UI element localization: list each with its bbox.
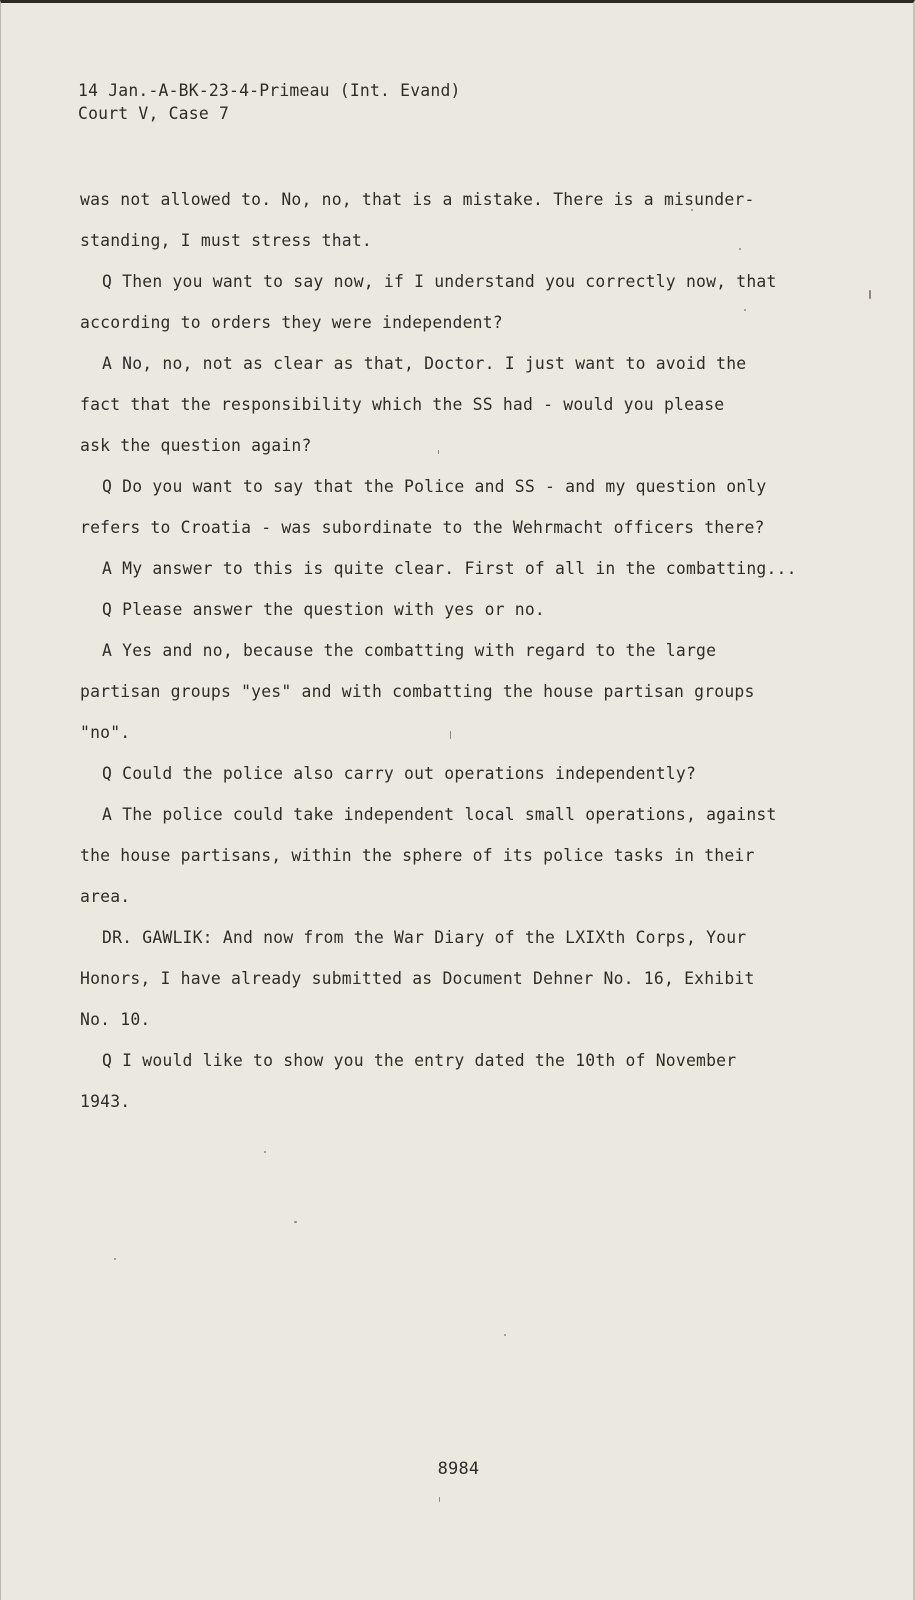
transcript-line: Q Could the police also carry out operations independently? [102, 764, 697, 783]
transcript-line: Q Please answer the question with yes or no. [102, 600, 545, 619]
transcript-line: ask the question again? [80, 436, 312, 455]
paper-speck [438, 450, 439, 454]
header-line-session: 14 Jan.-A-BK-23-4-Primeau (Int. Evand) [78, 81, 461, 100]
transcript-line: standing, I must stress that. [80, 231, 372, 250]
paper-speck [264, 1151, 266, 1153]
transcript-line: refers to Croatia - was subordinate to the Wehrmacht officers there? [80, 518, 765, 537]
page-number: 8984 [437, 1459, 480, 1479]
transcript-line: Q I would like to show you the entry dated the 10th of November [102, 1051, 737, 1070]
document-header [78, 79, 461, 125]
transcript-line: A My answer to this is quite clear. First of all in the combatting... [102, 559, 797, 578]
transcript-line: area. [80, 887, 131, 906]
transcript-line: Q Do you want to say that the Police and SS - and my question only [102, 477, 767, 496]
transcript-line: partisan groups "yes" and with combatting the house partisan groups [80, 682, 755, 701]
transcript-line: fact that the responsibility which the SS had - would you please [80, 395, 725, 414]
paper-speck [744, 309, 746, 311]
transcript-line: DR. GAWLIK: And now from the War Diary of the LXIXth Corps, Your [102, 928, 747, 947]
transcript-line: A Yes and no, because the combatting with regard to the large [102, 641, 717, 660]
transcript-line: "no". [80, 723, 131, 742]
transcript-line: Q Then you want to say now, if I understand you correctly now, that [102, 272, 777, 291]
transcript-line: according to orders they were independent? [80, 313, 503, 332]
header-line-court: Court V, Case 7 [78, 104, 230, 123]
paper-speck [114, 1258, 116, 1260]
paper-speck [691, 209, 693, 211]
transcript-line: was not allowed to. No, no, that is a mistake. There is a misunder- [80, 190, 755, 209]
transcript-line: A No, no, not as clear as that, Doctor. I just want to avoid the [102, 354, 747, 373]
paper-speck [504, 1334, 506, 1336]
transcript-line: A The police could take independent local small operations, against [102, 805, 777, 824]
paper-speck [294, 1221, 297, 1223]
paper-speck [450, 731, 451, 739]
transcript-line: Honors, I have already submitted as Document Dehner No. 16, Exhibit [80, 969, 755, 988]
paper-speck [439, 1497, 440, 1502]
paper-speck [869, 290, 871, 299]
transcript-line: No. 10. [80, 1010, 151, 1029]
paper-speck [739, 248, 741, 250]
transcript-line: the house partisans, within the sphere of its police tasks in their [80, 846, 755, 865]
transcript-line: 1943. [80, 1092, 131, 1111]
transcript-body [80, 179, 880, 1122]
